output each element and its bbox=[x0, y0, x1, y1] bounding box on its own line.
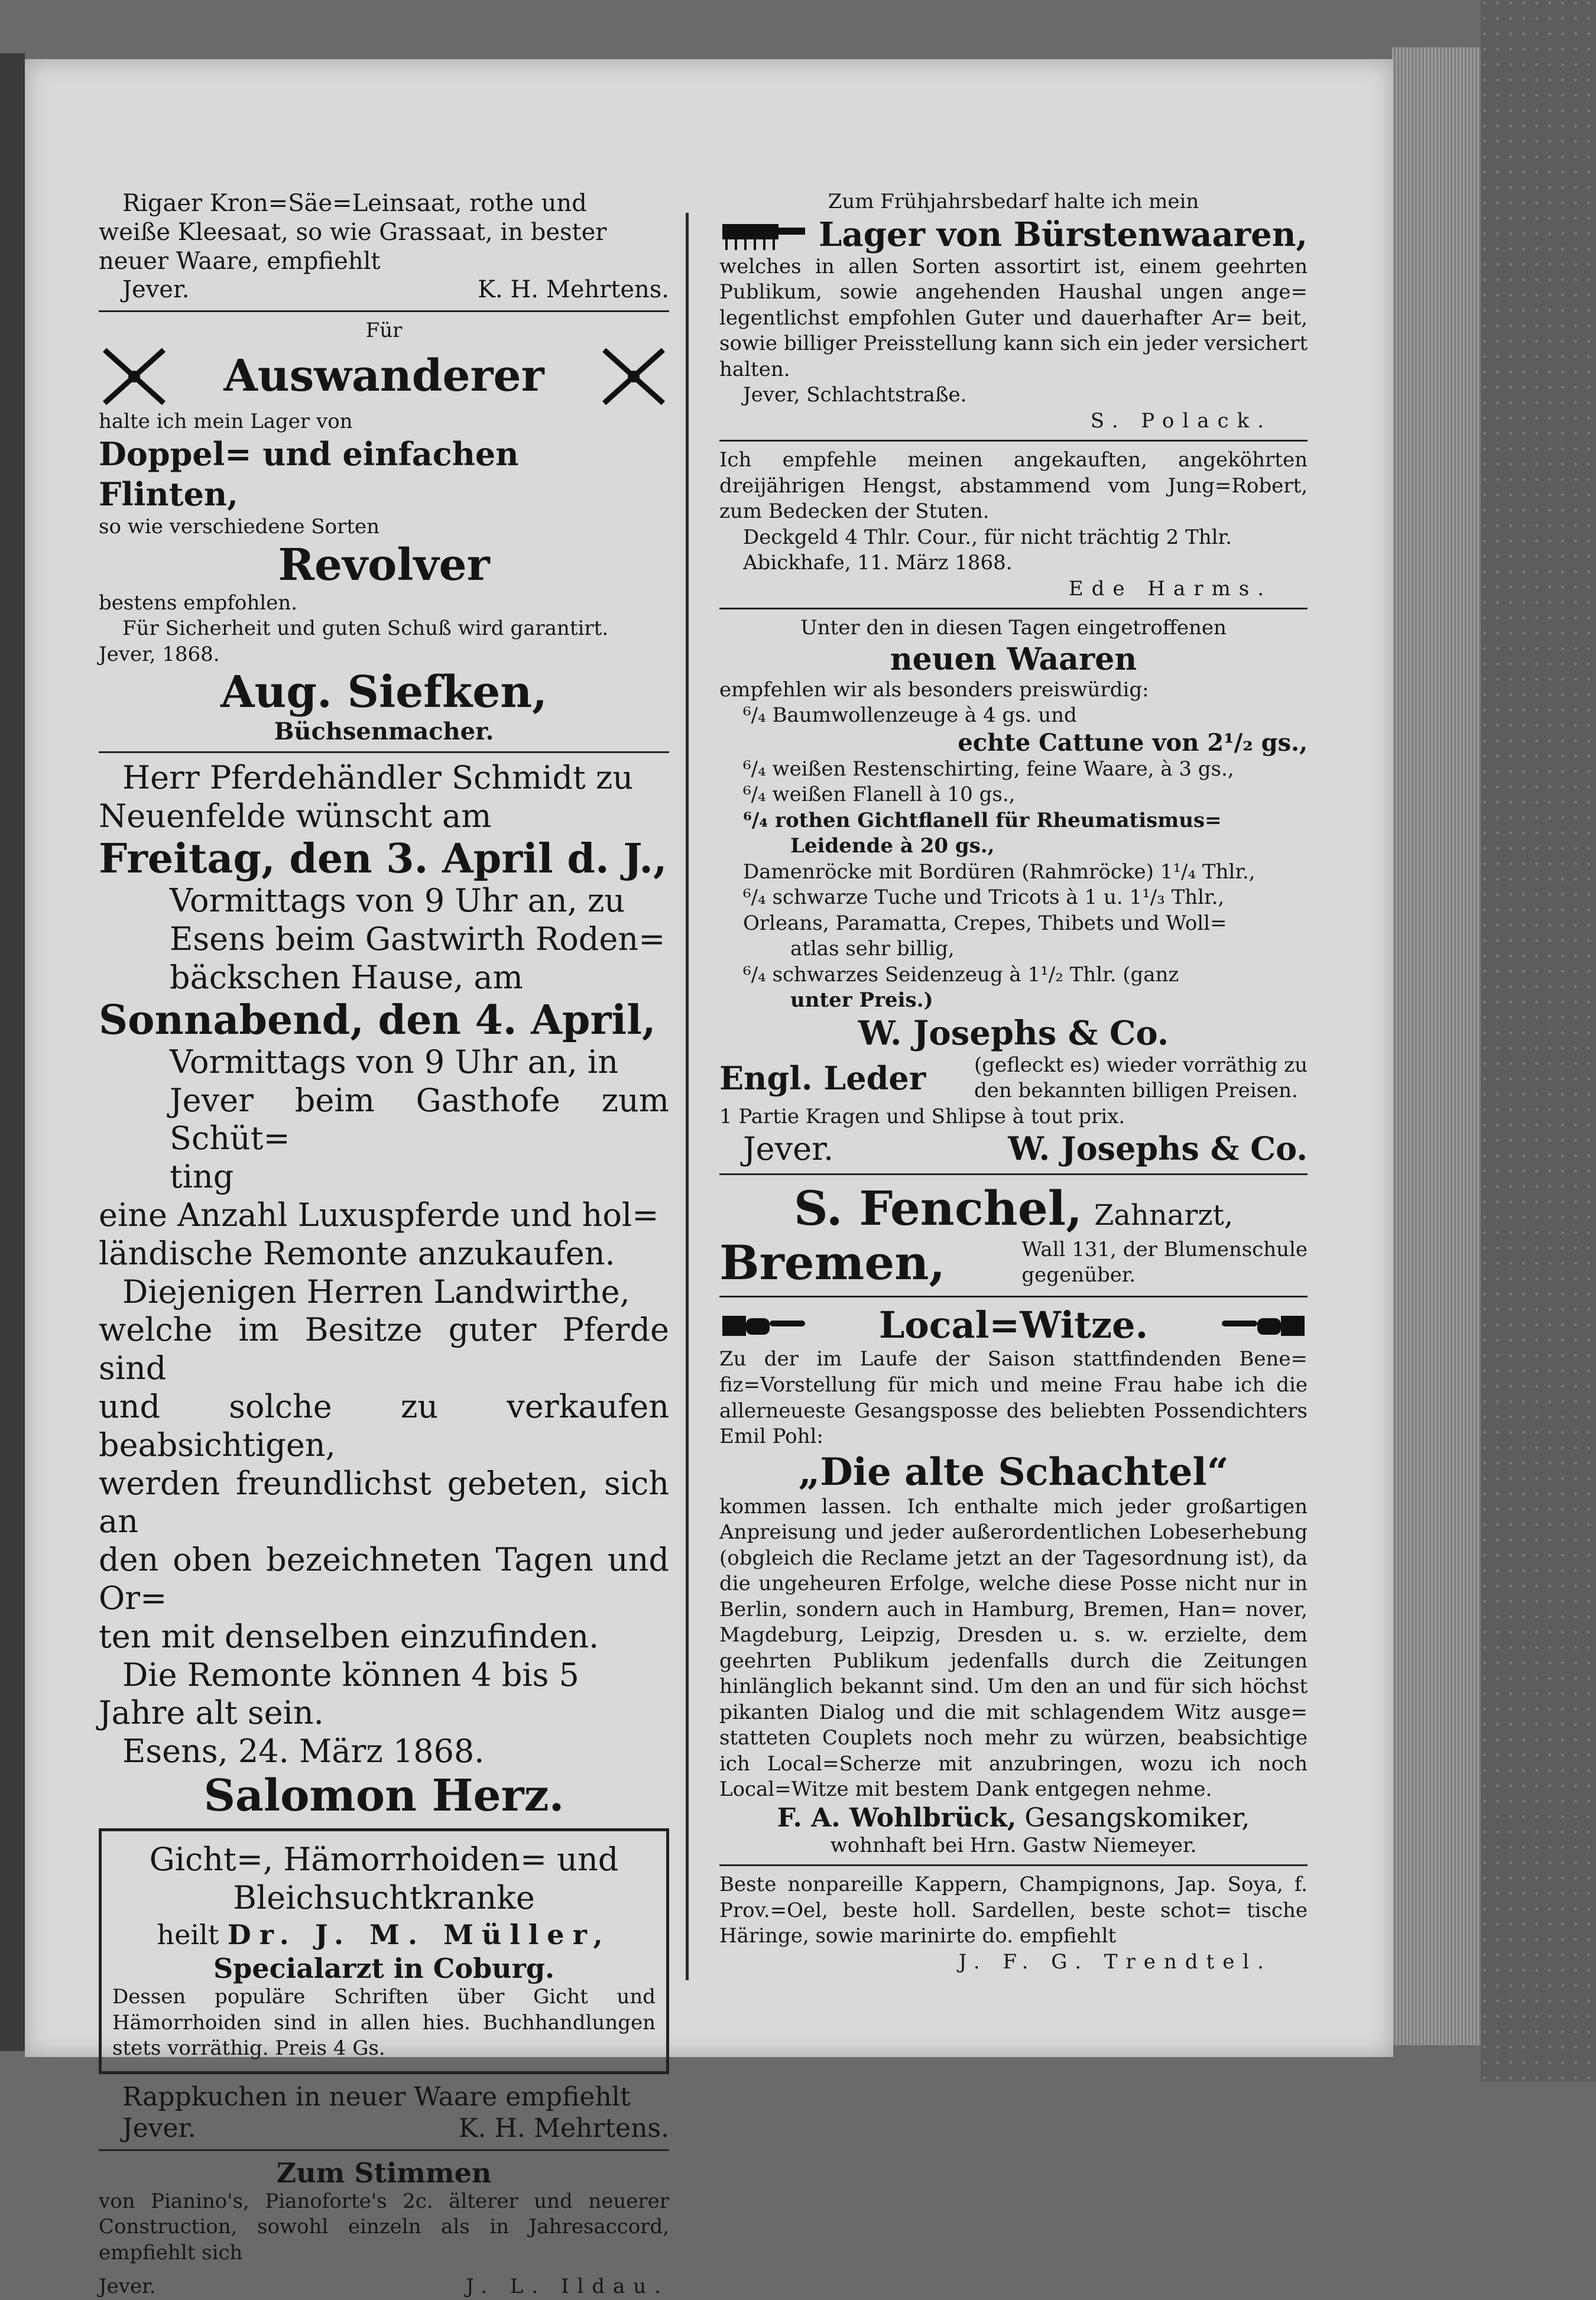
ad-gicht-box bbox=[99, 1828, 669, 2074]
list-item: echte Cattune von 2¹/₂ gs., bbox=[958, 728, 1308, 757]
backdrop bbox=[1481, 0, 1596, 2082]
separator bbox=[99, 2149, 669, 2151]
ad-line: werden freundlichst gebeten, sich an bbox=[99, 1464, 669, 1540]
pointing-hand-right-icon bbox=[719, 1308, 808, 1343]
ad-rappkuchen bbox=[99, 2081, 669, 2143]
ad-signature: J. F. G. Trendtel. bbox=[958, 1949, 1272, 1974]
list-item: Orleans, Paramatta, Crepes, Thibets und Woll= bbox=[743, 911, 1227, 935]
ad-line: Rigaer Kron=Säe=Leinsaat, rothe und bbox=[122, 190, 587, 217]
ad-signature: S. Polack. bbox=[1090, 408, 1272, 433]
ad-line: neuer Waare, empfiehlt bbox=[99, 247, 381, 275]
ad-buerstenwaaren bbox=[719, 189, 1308, 434]
ad-fenchel bbox=[719, 1181, 1308, 1290]
ad-kappern bbox=[719, 1872, 1308, 1975]
ad-line: den bekannten billigen Preisen. bbox=[974, 1079, 1298, 1103]
ad-line: Unter den in diesen Tagen eingetroffenen bbox=[800, 616, 1227, 640]
ad-body: Dessen populäre Schriften über Gicht und Hämorrhoiden sind in allen hies. Buchhandlungen stets vorräthig. Preis 4 Gs. bbox=[112, 1985, 656, 2061]
ad-body: Beste nonpareille Kappern, Champignons, Jap. Soya, f. Prov.=Oel, beste holl. Sardellen, beste schot= tische Häringe, sowie marinirte do. empfiehlt bbox=[719, 1873, 1308, 1948]
ad-line: halte ich mein Lager von bbox=[99, 409, 353, 433]
ad-line: den oben bezeichneten Tagen und Or= bbox=[99, 1541, 669, 1617]
ad-line: 1 Partie Kragen und Shlipse à tout prix. bbox=[719, 1104, 1125, 1128]
ad-line: (gefleckt es) wieder vorräthig zu bbox=[974, 1053, 1308, 1077]
list-item: Damenröcke mit Bordüren (Rahmröcke) 1¹/₄ Thlr., bbox=[743, 859, 1256, 884]
ad-place: Jever. bbox=[122, 276, 190, 304]
ad-line: Jever beim Gasthofe zum Schüt= bbox=[170, 1081, 669, 1157]
ad-profession: Zahnarzt, bbox=[1094, 1199, 1234, 1232]
list-item: ⁶/₄ schwarze Tuche und Tricots à 1 u. 1¹/₃ Thlr., bbox=[743, 885, 1225, 910]
separator bbox=[99, 310, 669, 312]
ad-place: Jever. bbox=[743, 1130, 834, 1168]
list-item: unter Preis.) bbox=[790, 988, 933, 1013]
list-item: ⁶/₄ rothen Gichtflanell für Rheumatismus= bbox=[743, 808, 1222, 832]
list-item: Leidende à 20 gs., bbox=[790, 834, 995, 858]
ad-line: ländische Remonte anzukaufen. bbox=[99, 1234, 615, 1272]
ad-date: Freitag, den 3. April d. J., bbox=[99, 835, 667, 883]
ad-line: so wie verschiedene Sorten bbox=[99, 515, 380, 539]
ad-line: Für Sicherheit und guten Schuß wird garantirt. bbox=[122, 617, 609, 641]
crossed-rifles-icon bbox=[99, 344, 170, 409]
ad-body: Zu der im Laufe der Saison stattfindenden Bene= fiz=Vorstellung für mich und meine Frau habe ich die allerneueste Gesangsposse des beliebten Possendichters Emil Pohl: bbox=[719, 1347, 1308, 1449]
ad-signature: J. L. Ildau. bbox=[466, 2275, 669, 2299]
book-page-edges bbox=[1392, 47, 1481, 2045]
crossed-rifles-icon bbox=[598, 344, 669, 409]
brush-icon bbox=[719, 217, 808, 252]
ad-signature: K. H. Mehrtens. bbox=[478, 276, 669, 304]
ad-line: Rappkuchen in neuer Waare empfiehlt bbox=[122, 2082, 631, 2112]
ad-signature: K. H. Mehrtens. bbox=[458, 2113, 669, 2143]
ad-line: Jahre alt sein. bbox=[99, 1694, 324, 1732]
ad-city: Bremen, bbox=[719, 1235, 946, 1291]
column-divider bbox=[686, 213, 689, 1980]
list-item: ⁶/₄ Baumwollenzeuge à 4 gs. und bbox=[743, 703, 1077, 728]
ad-address: gegenüber. bbox=[1021, 1263, 1136, 1287]
ad-line: Zum Frühjahrsbedarf halte ich mein bbox=[828, 190, 1199, 213]
ad-title: Auswanderer bbox=[223, 351, 544, 402]
pointing-hand-left-icon bbox=[1219, 1308, 1308, 1343]
ad-leather-title: Engl. Leder bbox=[719, 1059, 926, 1098]
left-column bbox=[99, 189, 669, 2300]
ad-title: Lager von Bürstenwaaren, bbox=[819, 215, 1308, 254]
ad-place-date: Esens, 24. März 1868. bbox=[122, 1733, 485, 1770]
ad-place: Jever. bbox=[99, 2275, 156, 2299]
newspaper-page bbox=[25, 59, 1393, 2299]
ad-line: ten mit denselben einzufinden. bbox=[99, 1617, 599, 1655]
ad-line: heilt bbox=[157, 1918, 219, 1951]
right-column bbox=[719, 189, 1308, 1975]
ad-for-label: Für bbox=[365, 319, 403, 343]
ad-line: Vormittags von 9 Uhr an, in bbox=[170, 1043, 618, 1081]
ad-profession: Büchsenmacher. bbox=[274, 718, 494, 746]
ad-line: Herr Pferdehändler Schmidt zu bbox=[122, 759, 634, 797]
ad-place-date: Jever, 1868. bbox=[99, 642, 220, 666]
ad-residence: wohnhaft bei Hrn. Gastw Niemeyer. bbox=[830, 1833, 1197, 1857]
ad-specialist: Specialarzt in Coburg. bbox=[213, 1952, 555, 1985]
ad-neue-waaren bbox=[719, 615, 1308, 1167]
ad-line: empfehlen wir als besonders preiswürdig: bbox=[719, 677, 1149, 702]
ad-body: von Pianino's, Pianoforte's 2c. älterer und neuerer Construction, sowohl einzeln als in Jahresaccord, empfiehlt sich bbox=[99, 2189, 669, 2265]
ad-line: Diejenigen Herren Landwirthe, bbox=[122, 1273, 630, 1310]
ad-date: Sonnabend, den 4. April, bbox=[99, 996, 656, 1044]
list-item: ⁶/₄ weißen Flanell à 10 gs., bbox=[743, 783, 1016, 807]
ad-line: Neuenfelde wünscht am bbox=[99, 797, 492, 835]
ad-fee: Deckgeld 4 Thlr. Cour., für nicht trächtig 2 Thlr. bbox=[743, 525, 1232, 549]
ad-line: bäckschen Hause, am bbox=[170, 958, 523, 996]
ad-profession: Gesangskomiker, bbox=[1024, 1802, 1250, 1833]
ad-line: Vormittags von 9 Uhr an, zu bbox=[170, 882, 625, 920]
ad-signature: Salomon Herz. bbox=[203, 1770, 565, 1821]
ad-hengst bbox=[719, 447, 1308, 602]
ad-line: bestens empfohlen. bbox=[99, 591, 298, 615]
ad-place-date: Abickhafe, 11. März 1868. bbox=[743, 551, 1013, 575]
book-spine-left bbox=[0, 53, 25, 2051]
ad-title: Gicht=, Hämorrhoiden= und bbox=[149, 1841, 619, 1879]
separator bbox=[719, 1296, 1308, 1297]
separator bbox=[719, 1864, 1308, 1866]
ad-body: kommen lassen. Ich enthalte mich jeder großartigen Anpreisung und jeder außerordentlichen Lobeserhebung (obgleich die Reclame jetzt an der Tagesordnung ist), da die ungeheuren Erfolge, welche diese Posse nicht nur in Berlin, sondern auch in Hamburg, Bremen, Han= nover, Magdeburg, Leipzig, Dresden u. s. w. erzielte, dem geehrten Publikum jedenfalls durch die Zeitungen hinlänglich bekannt sind. Um den an und für sich höchst pikanten Dialog und die mit schlagendem Witz ausge= statteten Couplets noch mehr zu würzen, beabsichtige ich Local=Scherze mit anzubringen, wozu ich noch Local=Witze mit bestem Dank entgegen nehme. bbox=[719, 1494, 1308, 1802]
ad-signature: Ede Harms. bbox=[1068, 576, 1272, 601]
ad-stimmen bbox=[99, 2157, 669, 2300]
ad-title: neuen Waaren bbox=[890, 641, 1137, 677]
list-item: atlas sehr billig, bbox=[790, 937, 955, 961]
ad-signature: Aug. Siefken, bbox=[220, 667, 547, 718]
ad-line: ting bbox=[170, 1158, 234, 1196]
ad-title: Zum Stimmen bbox=[276, 2156, 492, 2189]
ad-local-witze bbox=[719, 1303, 1308, 1858]
ad-signature: W. Josephs & Co. bbox=[858, 1013, 1169, 1053]
ad-place: Jever, Schlachtstraße. bbox=[743, 383, 967, 407]
ad-title: Local=Witze. bbox=[878, 1303, 1149, 1347]
ad-title: Bleichsuchtkranke bbox=[233, 1879, 535, 1916]
ad-item: Revolver bbox=[278, 539, 490, 591]
ad-signature: F. A. Wohlbrück, bbox=[777, 1802, 1017, 1833]
ad-auswanderer bbox=[99, 318, 669, 745]
ad-body: Ich empfehle meinen angekauften, angeköhrten dreijährigen Hengst, abstammend vom Jung=Robert, zum Bedecken der Stuten. bbox=[719, 448, 1308, 524]
ad-item: Doppel= und einfachen Flinten, bbox=[99, 435, 519, 513]
separator bbox=[99, 751, 669, 753]
separator bbox=[719, 1173, 1308, 1175]
list-item: ⁶/₄ weißen Restenschirting, feine Waare, à 3 gs., bbox=[743, 757, 1234, 781]
ad-address: Wall 131, der Blumenschule bbox=[1021, 1237, 1308, 1261]
ad-line: weiße Kleesaat, so wie Grassaat, in bester bbox=[99, 218, 607, 246]
ad-line: eine Anzahl Luxuspferde und hol= bbox=[99, 1196, 659, 1234]
ad-name: S. Fenchel, bbox=[793, 1180, 1082, 1237]
ad-pferdehaendler bbox=[99, 759, 669, 1821]
ad-body: welches in allen Sorten assortirt ist, einem geehrten Publikum, sowie angehenden Haushal ungen ange= legentlichst empfohlen Guter und dauerhafter Ar= beit, sowie billiger Preisstellung kann sich ein jeder versichert halten. bbox=[719, 254, 1308, 381]
ad-line: Die Remonte können 4 bis 5 bbox=[122, 1656, 579, 1694]
ad-line: welche im Besitze guter Pferde sind bbox=[99, 1311, 669, 1387]
separator bbox=[719, 440, 1308, 442]
ad-line: und solche zu verkaufen beabsichtigen, bbox=[99, 1388, 669, 1464]
ad-play-title: „Die alte Schachtel“ bbox=[798, 1449, 1229, 1494]
ad-leinsaat bbox=[99, 189, 669, 304]
ad-line: Esens beim Gastwirth Roden= bbox=[170, 920, 666, 958]
separator bbox=[719, 608, 1308, 609]
ad-signature: W. Josephs & Co. bbox=[1008, 1130, 1308, 1168]
ad-place: Jever. bbox=[122, 2113, 196, 2143]
ad-doctor: Dr. J. M. Müller, bbox=[227, 1918, 611, 1951]
list-item: ⁶/₄ schwarzes Seidenzeug à 1¹/₂ Thlr. (ganz bbox=[743, 962, 1179, 987]
